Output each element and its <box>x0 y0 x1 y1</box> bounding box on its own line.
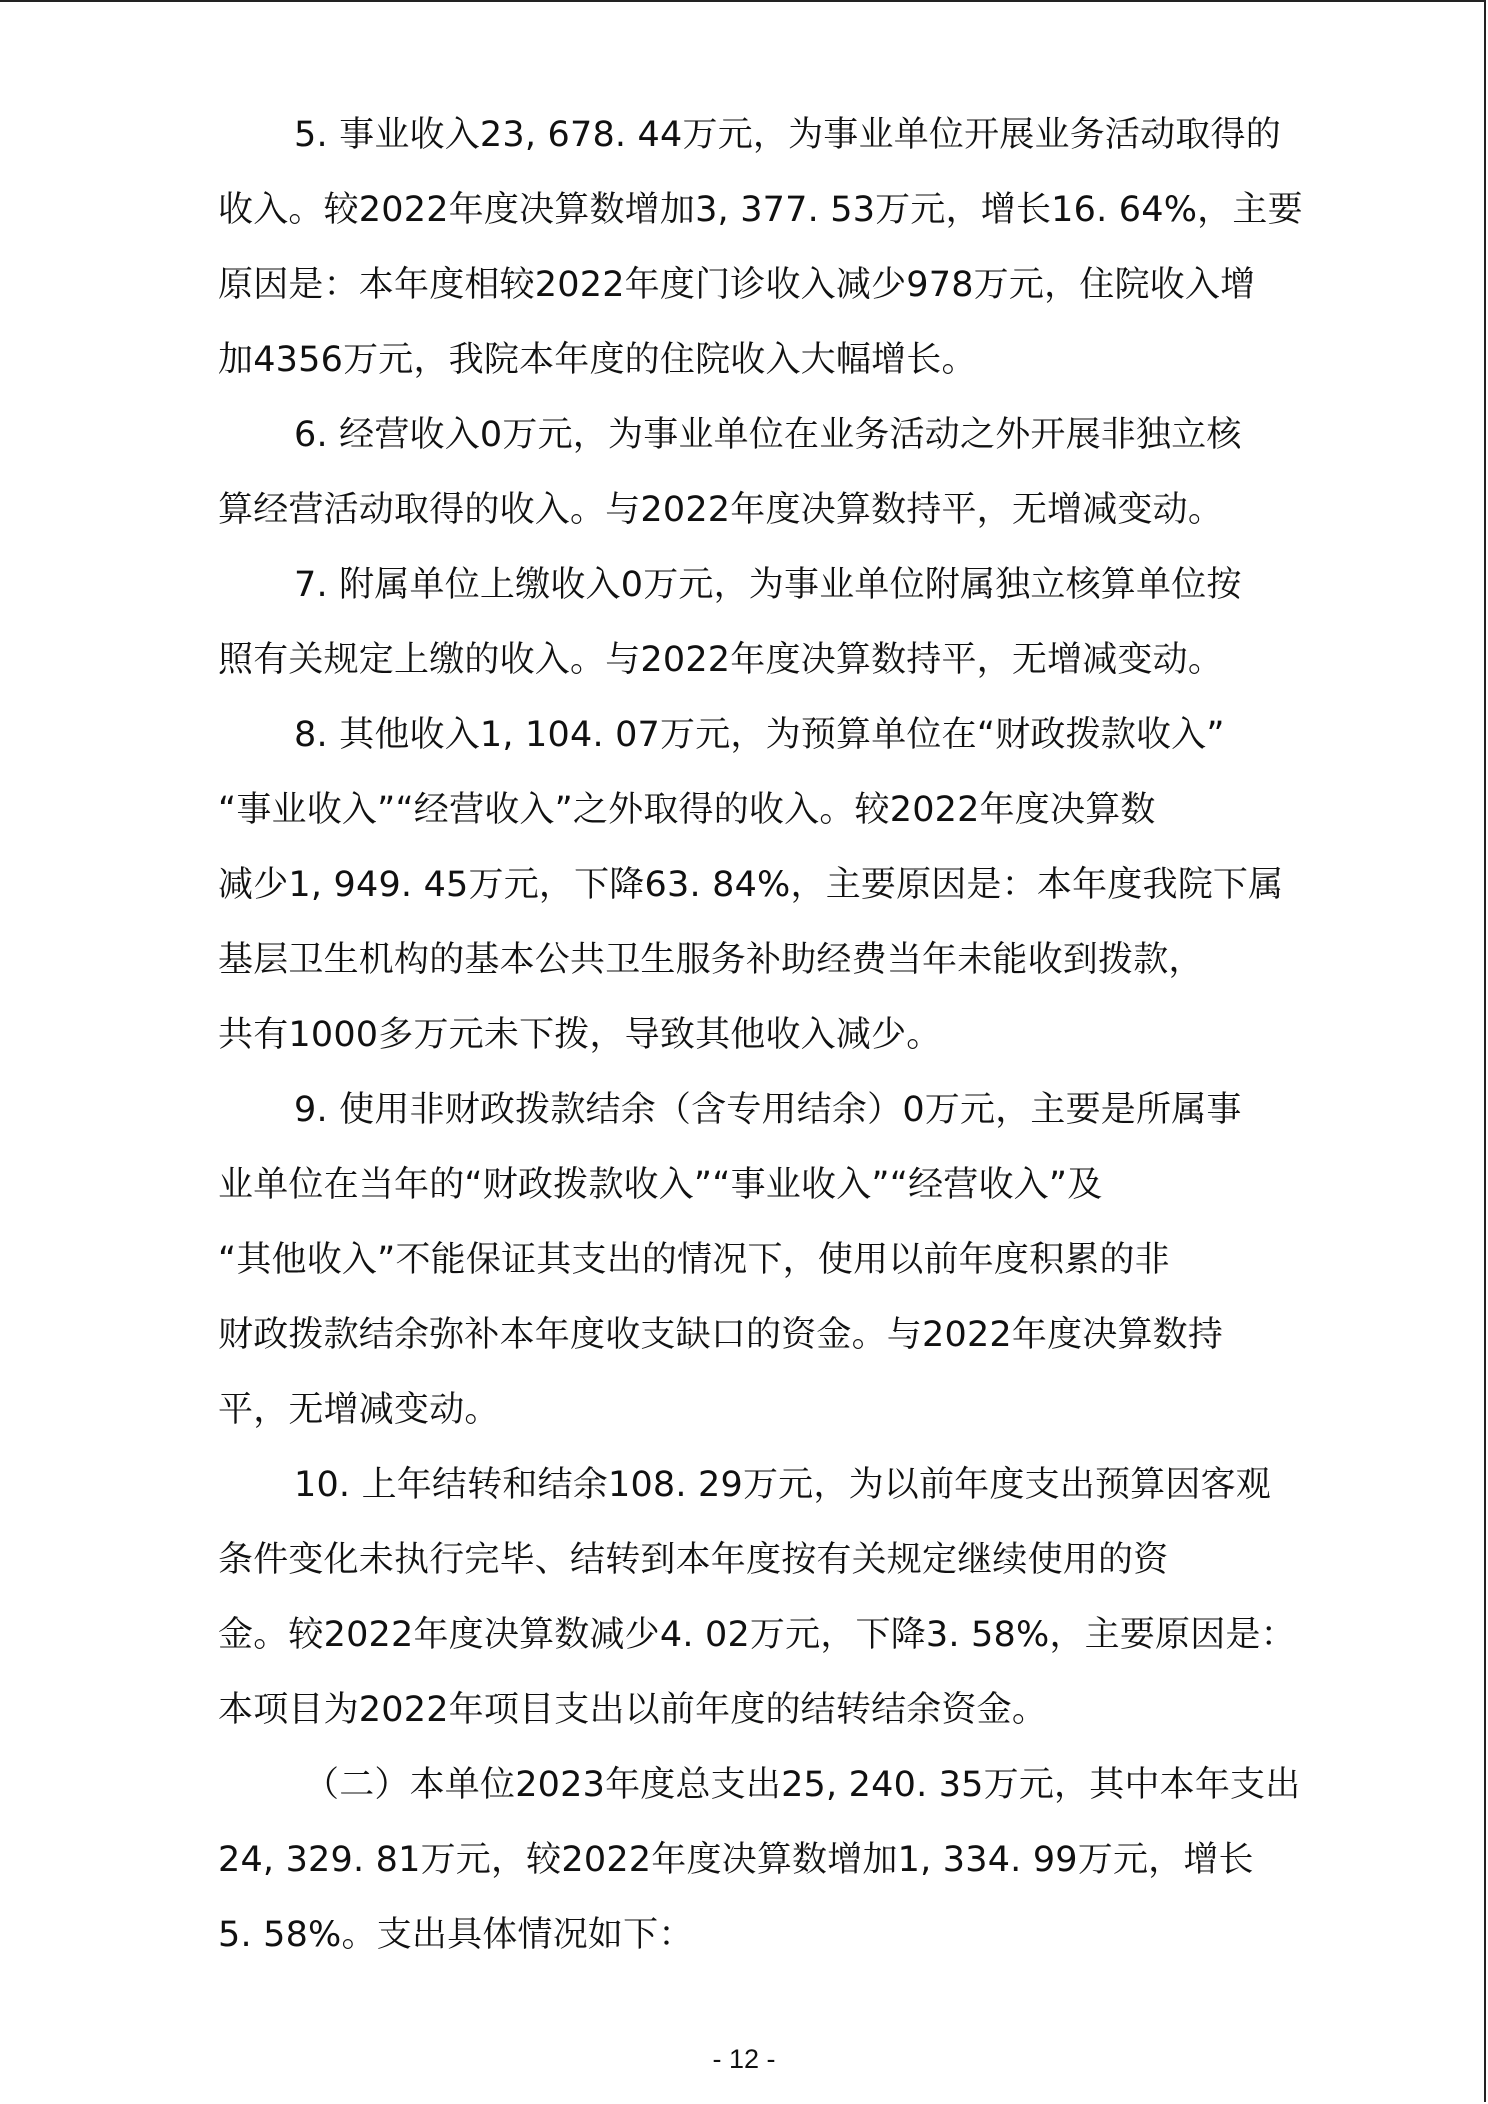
text-line: 5. 事业收入23, 678. 44万元，为事业单位开展业务活动取得的 <box>294 115 1281 155</box>
text-line: 财政拨款结余弥补本年度收支缺口的资金。与2022年度决算数持 <box>218 1315 1224 1355</box>
text-line: 共有1000多万元未下拨，导致其他收入减少。 <box>218 1015 942 1055</box>
text-line: 本项目为2022年项目支出以前年度的结转结余资金。 <box>218 1690 1048 1730</box>
text-line: 收入。较2022年度决算数增加3, 377. 53万元，增长16. 64%，主要 <box>218 190 1303 230</box>
paragraph-business-income <box>218 98 1303 398</box>
paragraph-operating-income <box>218 398 1290 548</box>
paragraph-affiliated-unit-income <box>218 548 1290 698</box>
text-line: 条件变化未执行完毕、结转到本年度按有关规定继续使用的资 <box>218 1540 1169 1580</box>
text-line: 照有关规定上缴的收入。与2022年度决算数持平，无增减变动。 <box>218 640 1224 680</box>
text-line: 8. 其他收入1, 104. 07万元，为预算单位在“财政拨款收入” <box>294 715 1225 755</box>
text-line: 算经营活动取得的收入。与2022年度决算数持平，无增减变动。 <box>218 490 1224 530</box>
text-line: 7. 附属单位上缴收入0万元，为事业单位附属独立核算单位按 <box>294 565 1242 605</box>
text-line: 6. 经营收入0万元，为事业单位在业务活动之外开展非独立核 <box>294 415 1242 455</box>
text-line: 加4356万元，我院本年度的住院收入大幅增长。 <box>218 340 977 380</box>
paragraph-total-expenditure <box>218 1748 1301 1973</box>
document-body <box>218 98 1303 1973</box>
paragraph-carryover-balance <box>218 1448 1296 1748</box>
text-line: 10. 上年结转和结余108. 29万元，为以前年度支出预算因客观 <box>294 1465 1271 1505</box>
paragraph-non-fiscal-balance <box>218 1073 1290 1448</box>
text-line: “事业收入”“经营收入”之外取得的收入。较2022年度决算数 <box>218 790 1156 830</box>
text-line: 金。较2022年度决算数减少4. 02万元，下降3. 58%，主要原因是： <box>218 1615 1296 1655</box>
text-line: 原因是：本年度相较2022年度门诊收入减少978万元，住院收入增 <box>218 265 1256 305</box>
page-number: - 12 - <box>712 2044 776 2074</box>
text-line: 9. 使用非财政拨款结余（含专用结余）0万元，主要是所属事 <box>294 1090 1242 1130</box>
text-line: 业单位在当年的“财政拨款收入”“事业收入”“经营收入”及 <box>218 1165 1103 1205</box>
text-line: 24, 329. 81万元，较2022年度决算数增加1, 334. 99万元，增长 <box>218 1840 1254 1880</box>
text-line: 平，无增减变动。 <box>218 1390 500 1430</box>
paragraph-other-income <box>218 698 1290 1073</box>
text-line: 5. 58%。支出具体情况如下： <box>218 1915 694 1955</box>
text-line: 基层卫生机构的基本公共卫生服务补助经费当年未能收到拨款， <box>218 940 1204 980</box>
text-line: 减少1, 949. 45万元，下降63. 84%，主要原因是：本年度我院下属 <box>218 865 1284 905</box>
text-line: “其他收入”不能保证其支出的情况下，使用以前年度积累的非 <box>218 1240 1170 1280</box>
text-line: （二）本单位2023年度总支出25, 240. 35万元，其中本年支出 <box>304 1765 1301 1805</box>
